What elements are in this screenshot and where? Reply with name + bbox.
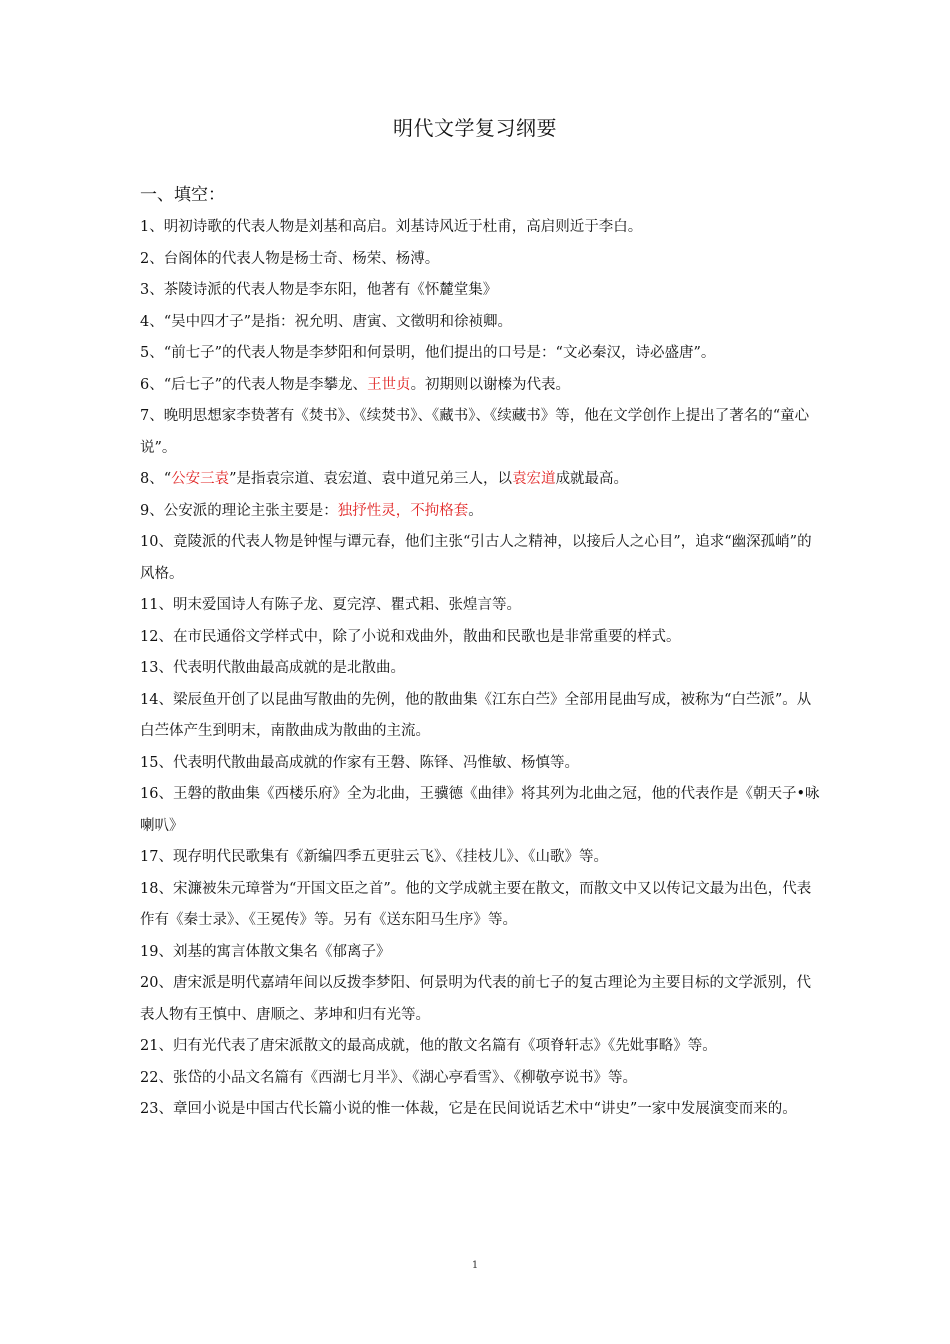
list-item xyxy=(140,1094,820,1126)
item-text: 5、“前七子”的代表人物是李梦阳和何景明，他们提出的口号是：“文必秦汉，诗必盛唐”。 xyxy=(140,345,716,361)
list-item xyxy=(140,338,820,370)
item-text: 6、“后七子”的代表人物是李攀龙、 xyxy=(140,376,368,393)
item-text: 17、现存明代民歌集有《新编四季五更驻云飞》、《挂枝儿》、《山歌》等。 xyxy=(140,849,608,865)
list-item xyxy=(140,1063,820,1095)
item-text: 19、刘基的寓言体散文集名《郁离子》 xyxy=(140,943,391,960)
item-text: 21、归有光代表了唐宋派散文的最高成就，他的散文名篇有《项脊轩志》《先妣事略》等。 xyxy=(140,1038,717,1054)
list-item xyxy=(140,653,820,685)
item-text: ”是指袁宗道、袁宏道、袁中道兄弟三人，以 xyxy=(229,471,513,487)
item-text: 4、“吴中四才子”是指：祝允明、唐寅、文徵明和徐祯卿。 xyxy=(140,313,513,330)
item-text: 12、在市民通俗文学样式中，除了小说和戏曲外，散曲和民歌也是非常重要的样式。 xyxy=(140,628,681,645)
list-item xyxy=(140,307,820,339)
list-item xyxy=(140,275,820,307)
item-text: 13、代表明代散曲最高成就的是北散曲。 xyxy=(140,660,405,676)
item-text: 2、台阁体的代表人物是杨士奇、杨荣、杨溥。 xyxy=(140,250,440,267)
list-item xyxy=(140,968,820,1031)
list-item xyxy=(140,496,820,528)
list-item xyxy=(140,464,820,496)
highlighted-text: 公安三袁 xyxy=(171,471,230,487)
list-item xyxy=(140,212,820,244)
item-text: 7、晚明思想家李贽著有《焚书》、《续焚书》、《藏书》、《续藏书》等，他在文学创作上提出了著名的“童心说”。 xyxy=(140,408,810,456)
section-heading: 一、填空： xyxy=(140,185,225,205)
item-text: 16、王磐的散曲集《西楼乐府》全为北曲，王骥德《曲律》将其列为北曲之冠，他的代表作是《朝天子•咏喇叭》 xyxy=(140,786,820,834)
list-item xyxy=(140,401,820,464)
item-text: 。初期则以谢榛为代表。 xyxy=(410,376,571,393)
page-number: 1 xyxy=(471,1260,479,1271)
list-item xyxy=(140,874,820,937)
item-text: 20、唐宋派是明代嘉靖年间以反拨李梦阳、何景明为代表的前七子的复古理论为主要目标的文学派别，代表人物有王慎中、唐顺之、茅坤和归有光等。 xyxy=(140,975,811,1023)
list-item xyxy=(140,370,820,402)
list-item xyxy=(140,748,820,780)
list-item xyxy=(140,685,820,748)
list-item xyxy=(140,622,820,654)
item-text: 15、代表明代散曲最高成就的作家有王磐、陈铎、冯惟敏、杨慎等。 xyxy=(140,754,579,771)
item-text: 18、宋濂被朱元璋誉为“开国文臣之首”。他的文学成就主要在散文，而散文中又以传记文最为出色，代表作有《秦士录》、《王冕传》等。另有《送东阳马生序》等。 xyxy=(140,880,812,928)
list-item xyxy=(140,937,820,969)
highlighted-text: 王世贞 xyxy=(367,376,411,393)
item-text: 23、章回小说是中国古代长篇小说的惟一体裁，它是在民间说话艺术中“讲史”一家中发展演变而来的。 xyxy=(140,1101,797,1117)
highlighted-text: 独抒性灵，不拘格套 xyxy=(337,502,469,519)
list-item xyxy=(140,842,820,874)
list-item xyxy=(140,244,820,276)
item-text: 3、茶陵诗派的代表人物是李东阳，他著有《怀麓堂集》 xyxy=(140,282,498,298)
item-text: 成就最高。 xyxy=(555,471,629,487)
highlighted-text: 袁宏道 xyxy=(512,471,556,487)
item-text: 1、明初诗歌的代表人物是刘基和高启。刘基诗风近于杜甫，高启则近于李白。 xyxy=(140,219,643,235)
item-list xyxy=(140,212,820,1126)
item-text: 22、张岱的小品文名篇有《西湖七月半》、《湖心亭看雪》、《柳敬亭说书》等。 xyxy=(140,1069,637,1086)
item-text: 9、公安派的理论主张主要是： xyxy=(140,502,338,519)
item-text: 8、“ xyxy=(140,471,172,487)
item-text: 。 xyxy=(468,502,483,519)
document-title: 明代文学复习纲要 xyxy=(393,116,557,140)
list-item xyxy=(140,527,820,590)
item-text: 11、明末爱国诗人有陈子龙、夏完淳、瞿式耜、张煌言等。 xyxy=(140,597,521,613)
item-text: 14、梁辰鱼开创了以昆曲写散曲的先例，他的散曲集《江东白苎》全部用昆曲写成，被称为“白苎派”。从白苎体产生到明末，南散曲成为散曲的主流。 xyxy=(140,691,812,739)
list-item xyxy=(140,779,820,842)
list-item xyxy=(140,1031,820,1063)
list-item xyxy=(140,590,820,622)
item-text: 10、竟陵派的代表人物是钟惺与谭元春，他们主张“引古人之精神，以接后人之心目”，追求“幽深孤峭”的风格。 xyxy=(140,534,812,582)
